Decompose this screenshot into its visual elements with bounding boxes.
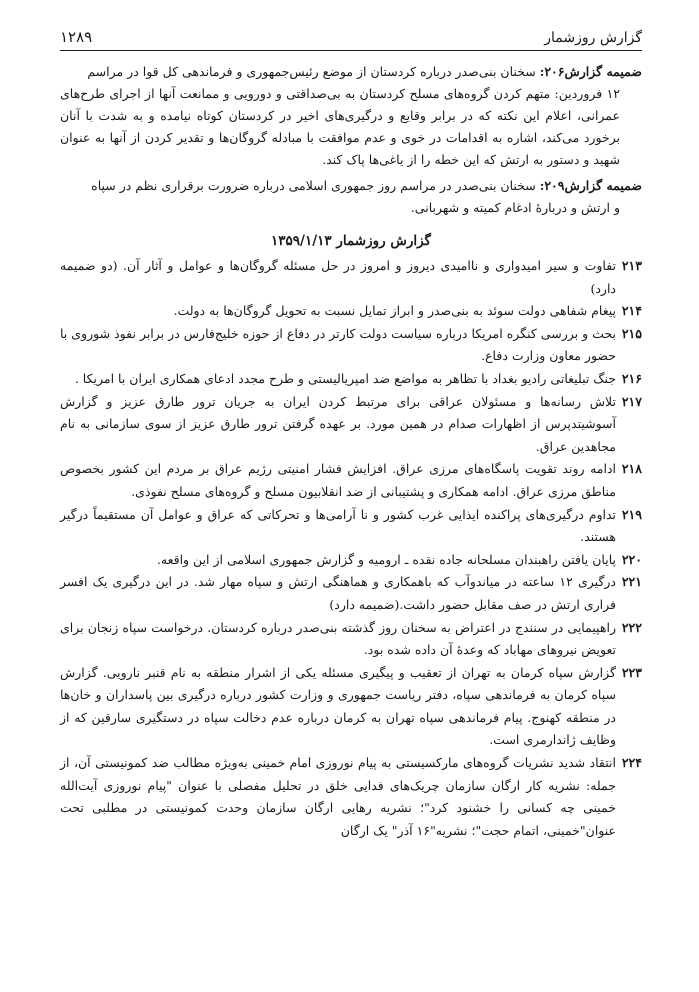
item-text: تلاش رسانه‌ها و مسئولان عراقی برای مرتبط کردن ایران به جریان ترور طارق عزیز و گزارش آسوشیتدپرس از اظهارات صدام در همین مورد. بر عهده گرفتن ترور طارق عزیز از سوی سازمانی به نام مجاهدین عراق.: [60, 393, 616, 454]
report-item: [60, 255, 642, 300]
report-item: [60, 300, 642, 323]
item-text: ادامه روند تقویت پاسگاه‌های مرزی عراق. افزایش فشار امنیتی رژیم عراق بر مردم این کشور بخصوص مناطق مرزی عراق. ادامه همکاری و پشتیبانی از ضد انقلابیون مسلح و گروه‌های مسلح نفوذی.: [60, 461, 616, 499]
item-text: درگیری ۱۲ ساعته در میاندوآب که باهمکاری و هماهنگی ارتش و سپاه مهار شد. در این درگیری یک افسر فراری ارتش در صف مقابل حضور داشت.(ضمیمه دارد): [60, 574, 616, 612]
report-item: [60, 752, 642, 842]
report-item: [60, 458, 642, 503]
report-item: [60, 323, 642, 368]
item-text: جنگ تبلیغاتی رادیو بغداد با تظاهر به مواضع ضد امپریالیستی و طرح مجدد ادعای همکاری ایران با امریکا .: [74, 370, 616, 386]
report-item: [60, 662, 642, 752]
report-item: [60, 571, 642, 616]
item-text: پایان یافتن راهبندان مسلحانه جاده نقده ـ ارومیه و گزارش جمهوری اسلامی از این واقعه.: [156, 551, 616, 567]
annex-206: [60, 61, 642, 171]
report-item: [60, 617, 642, 662]
report-items: [60, 255, 642, 842]
page-number: ۱۲۸۹: [60, 28, 93, 46]
item-text: انتقاد شدید نشریات گروه‌های مارکسیستی به پیام نوروزی امام خمینی به‌ویژه مطالب ضد کمونیستی آن، از جمله: نشریه کار ارگان سازمان چریک‌های فدایی خلق در تحلیل مفصلی با عنوان "پیام نوروزی آیت‌الله خمینی چه کسانی را خشنود کرد"؛ نشریه رهایی ارگان سازمان وحدت کمونیستی در مطلبی تحت عنوان"خمینی، اتمام حجت"؛ نشریه"۱۶ آذر" یک ارگان: [60, 755, 616, 838]
item-number: ۲۲۳: [621, 664, 642, 680]
item-number: ۲۲۱: [621, 574, 642, 590]
annex-209: [60, 175, 642, 219]
header-rule: [60, 50, 642, 51]
section-title: گزارش روزشمار ۱۳۵۹/۱/۱۳: [271, 233, 431, 249]
item-number: ۲۱۳: [621, 258, 642, 273]
document-page: [60, 28, 642, 842]
item-text: پیغام شفاهی دولت سوئد به بنی‌صدر و ابراز تمایل نسبت به تحویل گروگان‌ها به دولت.: [173, 303, 616, 319]
item-text: تفاوت و سیر امیدواری و ناامیدی دیروز و امروز در حل مسئله گروگان‌ها و عوامل و آثار آن. (دو ضمیمه دارد): [60, 258, 616, 296]
annex-text-first: سخنان بنی‌صدر در مراسم روز جمهوری اسلامی درباره ضرورت برقراری نظم در سپاه: [91, 178, 536, 193]
item-number: ۲۲۴: [621, 755, 642, 771]
item-number: ۲۲۰: [621, 551, 642, 567]
report-item: [60, 368, 642, 391]
item-number: ۲۱۵: [621, 325, 642, 341]
annex-text-first: سخنان بنی‌صدر درباره کردستان از موضع رئیس‌جمهوری و فرماندهی کل قوا در مراسم: [87, 64, 536, 79]
page-header: [60, 28, 642, 50]
report-item: [60, 549, 642, 572]
item-text: بحث و بررسی کنگره امریکا درباره سیاست دولت کارتر در دفاع از حوزه خلیج‌فارس در برابر نفوذ شوروی با حضور معاون وزارت دفاع.: [60, 325, 616, 364]
item-number: ۲۱۴: [621, 303, 642, 319]
item-text: گزارش سپاه کرمان به تهران از تعقیب و پیگیری مسئله یکی از اشرار منطقه به نام قنبر نارویی. گزارش سپاه کرمان به فرماندهی سپاه، دفتر ریاست جمهوری و وزارت کشور درباره درگیری بین پاسداران و خان‌ها در منطقه کهنوج. پیام فرماندهی سپاه تهران به کرمان درباره عدم دخالت سپاه در دستگیری سارقین که از وظایف ژاندارمری است.: [60, 664, 616, 748]
item-text: تداوم درگیری‌های پراکنده ایذایی غرب کشور و نا آرامی‌ها و تحرکاتی که عراق و عوامل آن مستقیماً درگیر هستند.: [60, 506, 616, 545]
item-number: ۲۱۷: [621, 393, 642, 409]
item-number: ۲۱۹: [621, 506, 642, 522]
running-title: گزارش روزشمار: [544, 30, 642, 46]
annex-text: ۱۲ فروردین: متهم کردن گروه‌های مسلح کردستان به بی‌صداقتی و دورویی و ممانعت آنها از اجرای طرح‌های عمرانی، اعلام این نکته که در برابر وقایع و درگیری‌های اخیر در کردستان کوتاه نیامده و به شدت با آنان برخورد می‌کند، اشاره به اقدامات در خوی و عدم موافقت با مبادله گروگان‌ها و تقدیر کردن از آنها به عنوان شهید و دستور به ارتش که این خطه را از یاغی‌ها پاک کند.: [60, 86, 620, 167]
report-item: [60, 391, 642, 459]
annex-text: و ارتش و دربارهٔ ادغام کمیته و شهربانی.: [410, 200, 620, 215]
report-item: [60, 504, 642, 549]
item-text: راهپیمایی در سنندج در اعتراض به سخنان روز گذشته بنی‌صدر درباره کردستان. درخواست سپاه زنجان برای تعویض نیروهای مهاباد که وعدهٔ آن داده شده بود.: [60, 619, 616, 658]
item-number: ۲۱۸: [621, 461, 642, 477]
annex-label: ضمیمه گزارش۲۰۶:: [539, 64, 642, 79]
item-number: ۲۱۶: [621, 370, 642, 386]
annex-label: ضمیمه گزارش۲۰۹:: [539, 178, 642, 193]
item-number: ۲۲۲: [621, 619, 642, 635]
